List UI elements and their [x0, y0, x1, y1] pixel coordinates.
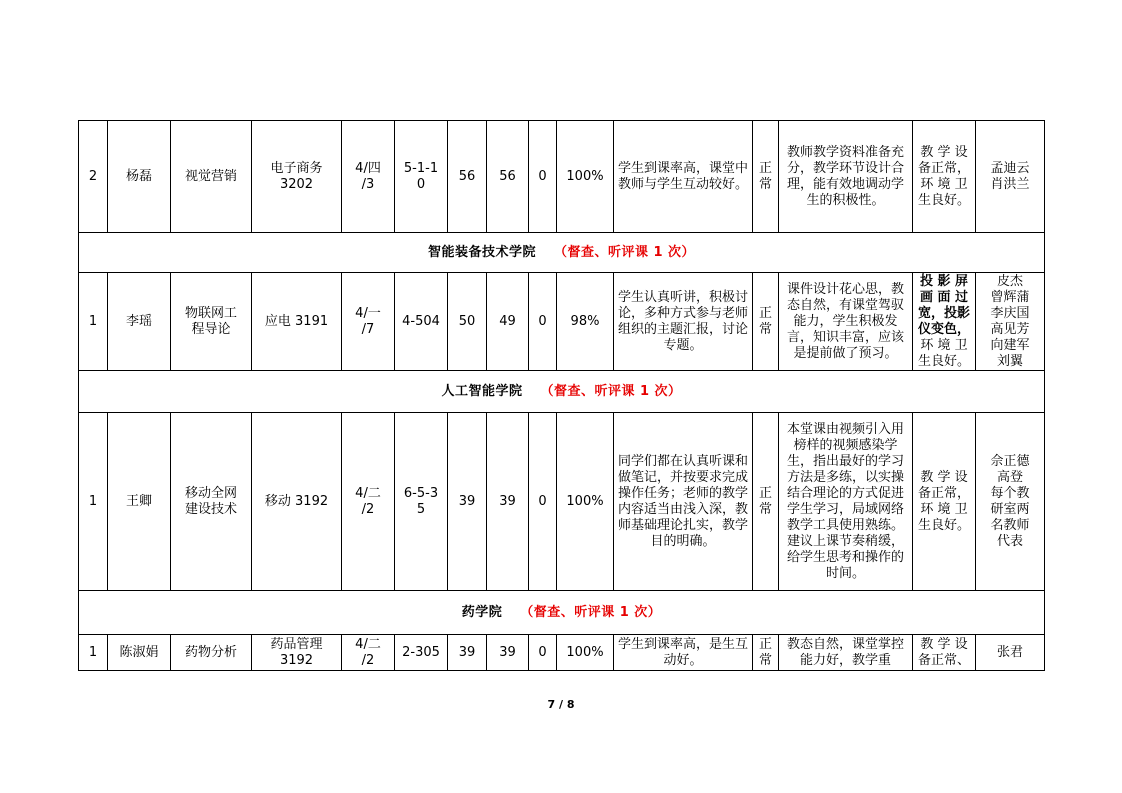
class-name — [252, 635, 342, 671]
text-line: 名教师 — [990, 517, 1030, 533]
text-line: 教 学 设 — [920, 636, 968, 652]
text-line: /3 — [361, 176, 375, 192]
text-line: 4/二 — [355, 636, 381, 652]
section-row — [79, 371, 1045, 413]
lesson-date — [342, 121, 395, 233]
actual-count: 39 — [487, 413, 529, 591]
expected-count: 56 — [448, 121, 487, 233]
classroom: 4-504 — [395, 273, 448, 371]
attendance-note: 学生到课率高，是生互动好。 — [614, 635, 753, 671]
text-line: /7 — [361, 321, 375, 337]
teaching-note: 本堂课由视频引入用榜样的视频感染学生，指出最好的学习方法是多练，以实操结合理论的方式促进学生学习，局域网络教学工具使用熟练。建议上课节奏稍缓，给学生思考和操作的时间。 — [779, 413, 913, 591]
table-row — [79, 121, 1045, 233]
status: 正常 — [753, 121, 779, 233]
text-line: 备正常， — [917, 485, 970, 501]
text-line: 投 影 屏 — [919, 273, 969, 289]
text-line: 3192 — [279, 652, 314, 668]
text-line: 备正常， — [917, 160, 970, 176]
text-line: 孟迪云 — [990, 160, 1030, 176]
section-header — [79, 233, 1045, 273]
inspectors — [976, 413, 1045, 591]
text-line: 生良好。 — [917, 353, 970, 369]
section-title: 智能装备技术学院 — [427, 244, 536, 260]
attendance-rate: 100% — [557, 635, 614, 671]
lesson-date — [342, 273, 395, 371]
lesson-date — [342, 635, 395, 671]
text-line: 教 学 设 — [920, 144, 968, 160]
row-number: 1 — [79, 635, 108, 671]
text-line: 5-1-1 — [403, 160, 439, 176]
class-name: 移动 3192 — [252, 413, 342, 591]
environment-note — [913, 121, 976, 233]
text-line: 画 面 过 — [919, 289, 969, 305]
course-name — [171, 273, 252, 371]
status: 正常 — [753, 273, 779, 371]
text-line: 药品管理 — [270, 636, 323, 652]
text-line: 环 境 卫 — [920, 176, 968, 192]
text-line: 代表 — [996, 533, 1023, 549]
attendance-note: 学生到课率高，课堂中教师与学生互动较好。 — [614, 121, 753, 233]
section-row — [79, 591, 1045, 635]
row-number: 2 — [79, 121, 108, 233]
text-line: 教 学 设 — [920, 469, 968, 485]
row-number: 1 — [79, 413, 108, 591]
row-number: 1 — [79, 273, 108, 371]
text-line: 佘正德 — [990, 453, 1030, 469]
actual-count: 56 — [487, 121, 529, 233]
course-name: 视觉营销 — [171, 121, 252, 233]
text-line: 0 — [416, 176, 426, 192]
text-line: 电子商务 — [270, 160, 323, 176]
teaching-note: 教师教学资料准备充分，教学环节设计合理，能有效地调动学生的积极性。 — [779, 121, 913, 233]
inspectors — [976, 273, 1045, 371]
absent-count: 0 — [529, 121, 557, 233]
expected-count: 39 — [448, 635, 487, 671]
text-line: 6-5-3 — [403, 485, 439, 501]
class-name — [252, 121, 342, 233]
course-name — [171, 413, 252, 591]
text-line: 肖洪兰 — [990, 176, 1030, 192]
status: 正常 — [753, 413, 779, 591]
attendance-note: 同学们都在认真听课和做笔记，并按要求完成操作任务；老师的教学内容适当由浅入深，教师基础理论扎实，教学目的明确。 — [614, 413, 753, 591]
section-header — [79, 371, 1045, 413]
text-line: 环 境 卫 — [920, 337, 968, 353]
absent-count: 0 — [529, 273, 557, 371]
teaching-note: 教态自然，课堂掌控能力好，教学重 — [779, 635, 913, 671]
status: 正常 — [753, 635, 779, 671]
text-line: 张君 — [996, 644, 1023, 660]
teacher-name: 王卿 — [108, 413, 171, 591]
section-note: （督查、听评课 1 次） — [553, 244, 696, 260]
text-line: 仪变色， — [917, 321, 970, 337]
text-line: 备正常、 — [917, 652, 970, 668]
section-row — [79, 233, 1045, 273]
teacher-name: 李瑶 — [108, 273, 171, 371]
course-name: 药物分析 — [171, 635, 252, 671]
teaching-note: 课件设计花心思，教态自然，有课堂驾驭能力，学生积极发言，知识丰富，应该是提前做了预习。 — [779, 273, 913, 371]
text-line: 生良好。 — [917, 192, 970, 208]
text-line: 4/四 — [355, 160, 381, 176]
actual-count: 49 — [487, 273, 529, 371]
table-row — [79, 413, 1045, 591]
text-line: 宽，投影 — [917, 305, 970, 321]
text-line: 高登 — [996, 469, 1023, 485]
section-note: （督查、听评课 1 次） — [520, 604, 662, 620]
text-line: 高见芳 — [990, 321, 1030, 337]
teacher-name: 陈淑娟 — [108, 635, 171, 671]
text-line: 生良好。 — [917, 517, 970, 533]
text-line: 5 — [416, 501, 426, 517]
attendance-rate: 100% — [557, 413, 614, 591]
text-line: 刘翼 — [996, 353, 1023, 369]
text-line: 环 境 卫 — [920, 501, 968, 517]
attendance-note: 学生认真听讲，积极讨论，多种方式参与老师组织的主题汇报，讨论专题。 — [614, 273, 753, 371]
expected-count: 50 — [448, 273, 487, 371]
text-line: 移动全网 — [184, 485, 237, 501]
environment-note — [913, 273, 976, 371]
page-number: 7 / 8 — [547, 698, 575, 711]
text-line: 4/二 — [355, 485, 381, 501]
actual-count: 39 — [487, 635, 529, 671]
inspection-table — [78, 120, 1045, 671]
teacher-name: 杨磊 — [108, 121, 171, 233]
classroom — [395, 121, 448, 233]
section-title: 药学院 — [461, 604, 503, 620]
section-note: （督查、听评课 1 次） — [540, 383, 682, 399]
classroom: 2-305 — [395, 635, 448, 671]
attendance-rate: 100% — [557, 121, 614, 233]
text-line: 研室两 — [990, 501, 1030, 517]
classroom — [395, 413, 448, 591]
environment-note — [913, 635, 976, 671]
text-line: 每个教 — [990, 485, 1030, 501]
text-line: 向建军 — [990, 337, 1030, 353]
text-line: 李庆国 — [990, 305, 1030, 321]
section-title: 人工智能学院 — [441, 383, 523, 399]
inspectors — [976, 635, 1045, 671]
lesson-date — [342, 413, 395, 591]
text-line: 建设技术 — [184, 501, 237, 517]
expected-count: 39 — [448, 413, 487, 591]
absent-count: 0 — [529, 635, 557, 671]
text-line: 曾辉蒲 — [990, 289, 1030, 305]
text-line: 皮杰 — [996, 273, 1023, 289]
text-line: /2 — [361, 501, 375, 517]
text-line: 4/一 — [355, 305, 381, 321]
table-row — [79, 273, 1045, 371]
text-line: /2 — [361, 652, 375, 668]
section-header — [79, 591, 1045, 635]
absent-count: 0 — [529, 413, 557, 591]
attendance-rate: 98% — [557, 273, 614, 371]
text-line: 程导论 — [191, 321, 231, 337]
text-line: 物联网工 — [184, 305, 237, 321]
class-name: 应电 3191 — [252, 273, 342, 371]
table-row — [79, 635, 1045, 671]
inspectors — [976, 121, 1045, 233]
environment-note — [913, 413, 976, 591]
text-line: 3202 — [279, 176, 314, 192]
